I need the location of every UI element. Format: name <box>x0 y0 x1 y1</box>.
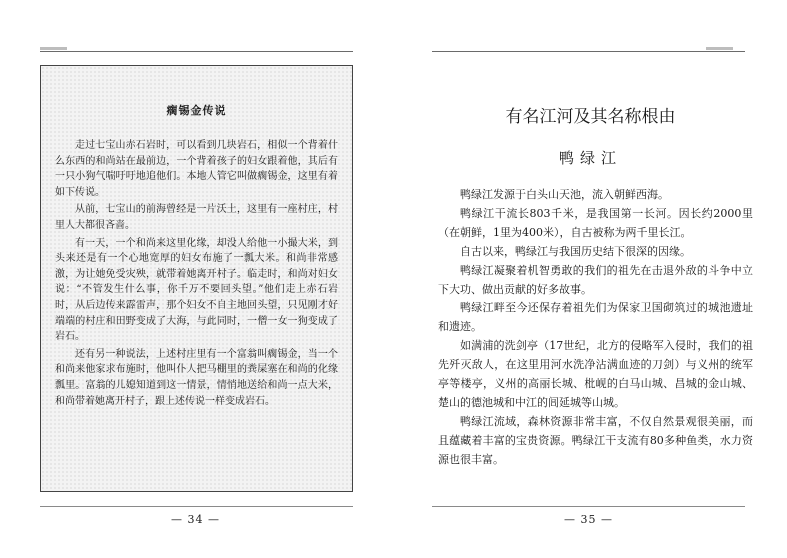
right-page <box>394 0 787 558</box>
article-paragraph: 鸭绿江流域，森林资源非常丰富，不仅自然景观很美丽，而且蕴藏着丰富的宝贵资源。鸭绿江干支流有80多种鱼类，水力资源也很丰富。 <box>438 414 753 466</box>
header-rule <box>40 51 353 52</box>
left-page <box>0 0 393 558</box>
story-paragraph: 有一天，一个和尚来这里化缘，却没人给他一小撮大米，到头来还是有一个心地宽厚的妇女布施了一瓢大米。和尚非常感激，为让她免受灾殃，就带着她离开村子。临走时，和尚对妇女说：“不管发生什么事，你千万不要回头望。”他们走上赤石岩时，从后边传来霹雷声，那个妇女不自主地回头望，只见刚才好端端的村庄和田野变成了大海，与此同时，一僧一女一狗变成了岩石。 <box>55 237 338 343</box>
story-box <box>40 65 353 492</box>
section-title: 鸭绿江 <box>558 149 622 167</box>
footer-rule <box>40 506 353 507</box>
article-paragraph: 鸭绿江畔至今还保存着祖先们为保家卫国砌筑过的城池遗址和遗迹。 <box>438 301 753 334</box>
story-body <box>55 138 338 409</box>
story-paragraph: 从前，七宝山的前海曾经是一片沃土，这里有一座村庄，村里人大都很吝啬。 <box>55 204 338 231</box>
page-number: — 34 — <box>171 513 220 526</box>
story-paragraph: 还有另一种说法，上述村庄里有一个富翁叫瘸锡金，当一个和尚来他家求布施时，他叫仆人把马棚里的粪屎塞在和尚的化缘瓢里。富翁的儿媳知道到这一情景，情悄地送给和尚一点大米，和尚带着她离开村子，跟上述传说一样变成岩石。 <box>55 348 338 407</box>
article-paragraph: 如满浦的洗剑亭（17世纪，北方的侵略军入侵时，我们的祖先歼灭敌人，在这里用河水洗净沾满血迹的刀剑）与义州的统军亭等楼亭，义州的高丽长城、枇岘的白马山城、昌城的金山城、楚山的德池城和中江的闾延城等山城。 <box>438 339 753 409</box>
chapter-title: 有名江河及其名称根由 <box>505 107 676 127</box>
page-number: — 35 — <box>564 513 613 526</box>
article-paragraph: 鸭绿江凝聚着机智勇敢的我们的祖先在击退外敌的斗争中立下大功、做出贡献的好多故事。 <box>438 263 753 296</box>
header-tab-mark <box>40 47 67 50</box>
article-paragraph: 鸭绿江干流长803千米，是我国第一长河。因长约2000里（在朝鲜，1里为400米），自古被称为两千里长江。 <box>438 206 753 239</box>
footer-rule <box>432 506 745 507</box>
header-tab-mark <box>706 47 733 50</box>
story-title: 瘸锡金传说 <box>166 104 227 117</box>
article-paragraph: 自古以来，鸭绿江与我国历史结下很深的因缘。 <box>460 244 691 258</box>
story-paragraph: 走过七宝山赤石岩时，可以看到几块岩石，相似一个背着什么东西的和尚站在最前边，一个背着孩子的妇女跟着他，其后有一只小狗气喘吁吁地追他们。本地人管它叫做瘸锡金，这里有着如下传说。 <box>55 140 338 198</box>
header-rule <box>432 51 745 52</box>
article-body <box>438 186 753 470</box>
article-paragraph: 鸭绿江发源于白头山天池，流入朝鲜西海。 <box>460 188 669 201</box>
